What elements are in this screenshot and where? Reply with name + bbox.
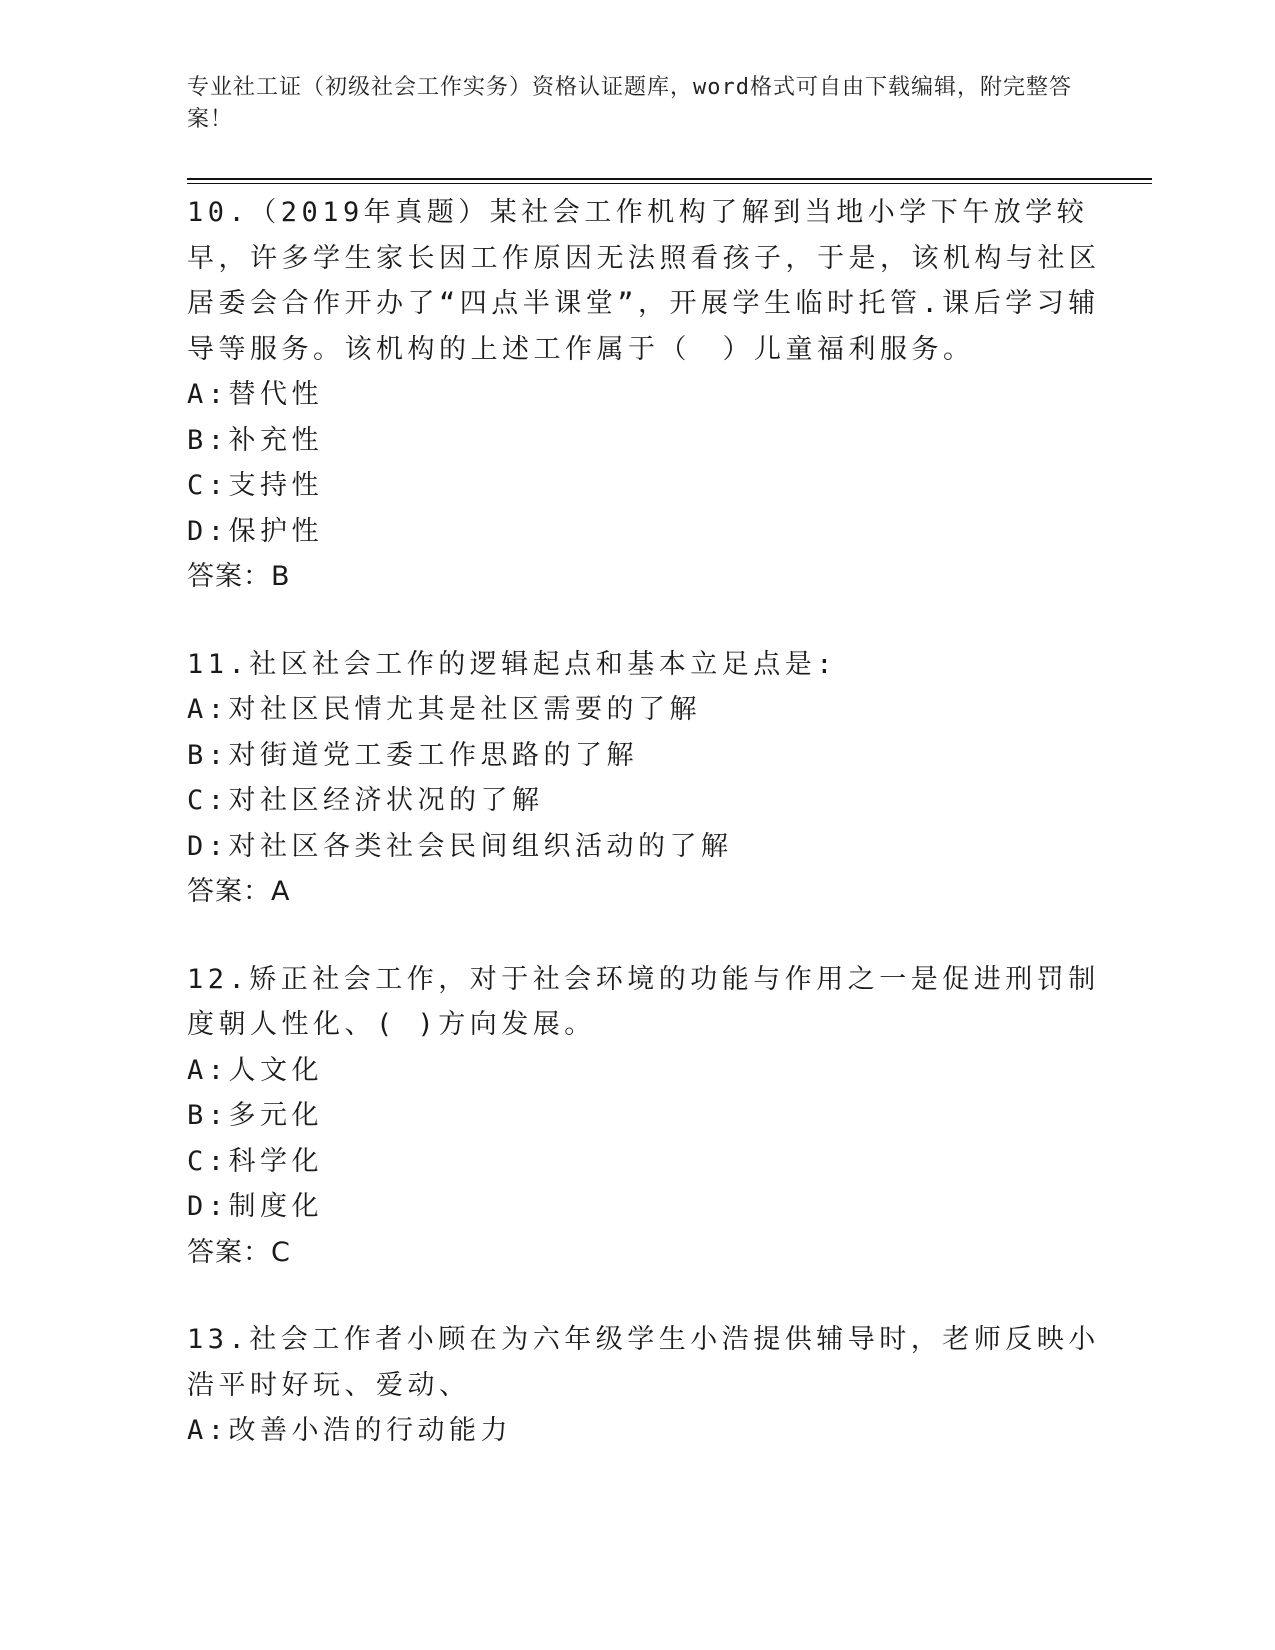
- option-d: D:制度化: [187, 1191, 324, 1222]
- question-stem: 13.社会工作者小顾在为六年级学生小浩提供辅导时，老师反映小浩平时好玩、爱动、: [187, 1324, 1100, 1401]
- option-c: C:科学化: [187, 1145, 324, 1177]
- option-b: B:多元化: [187, 1100, 324, 1131]
- question-stem: 12.矫正社会工作，对于社会环境的功能与作用之一是促进刑罚制度朝人性化、( )方向发展。: [187, 963, 1100, 1040]
- option-a: A:人文化: [187, 1054, 324, 1086]
- option-b: B:对街道党工委工作思路的了解: [187, 739, 639, 771]
- option-a: A:对社区民情尤其是社区需要的了解: [187, 694, 702, 725]
- option-d: D:保护性: [187, 515, 324, 547]
- option-c: C:对社区经济状况的了解: [187, 785, 544, 816]
- option-b: B:补充性: [187, 424, 324, 456]
- page-header: 专业社工证（初级社会工作实务）资格认证题库，word格式可自由下载编辑，附完整答案！: [187, 75, 1072, 132]
- question-list: [187, 190, 1107, 1496]
- answer-line: 答案：A: [187, 876, 291, 907]
- question-10: [187, 190, 1107, 600]
- question-11: [187, 642, 1107, 915]
- question-12: [187, 957, 1107, 1276]
- header-divider-thick: [187, 178, 1152, 180]
- header-divider-thin: [187, 183, 1152, 184]
- option-c: C:支持性: [187, 470, 324, 501]
- question-13: [187, 1317, 1107, 1454]
- answer-line: 答案：C: [187, 1236, 291, 1268]
- answer-line: 答案：B: [187, 561, 291, 592]
- question-stem: 10.（2019年真题）某社会工作机构了解到当地小学下午放学较早，许多学生家长因工作原因无法照看孩子，于是，该机构与社区居委会合作开办了“四点半课堂”，开展学生临时托管.课后学习辅导等服务。该机构的上述工作属于（ ）儿童福利服务。: [187, 197, 1101, 365]
- option-a: A:替代性: [187, 379, 324, 410]
- question-stem: 11.社区社会工作的逻辑起点和基本立足点是:: [187, 648, 838, 680]
- option-a: A:改善小浩的行动能力: [187, 1415, 513, 1446]
- option-d: D:对社区各类社会民间组织活动的了解: [187, 830, 733, 862]
